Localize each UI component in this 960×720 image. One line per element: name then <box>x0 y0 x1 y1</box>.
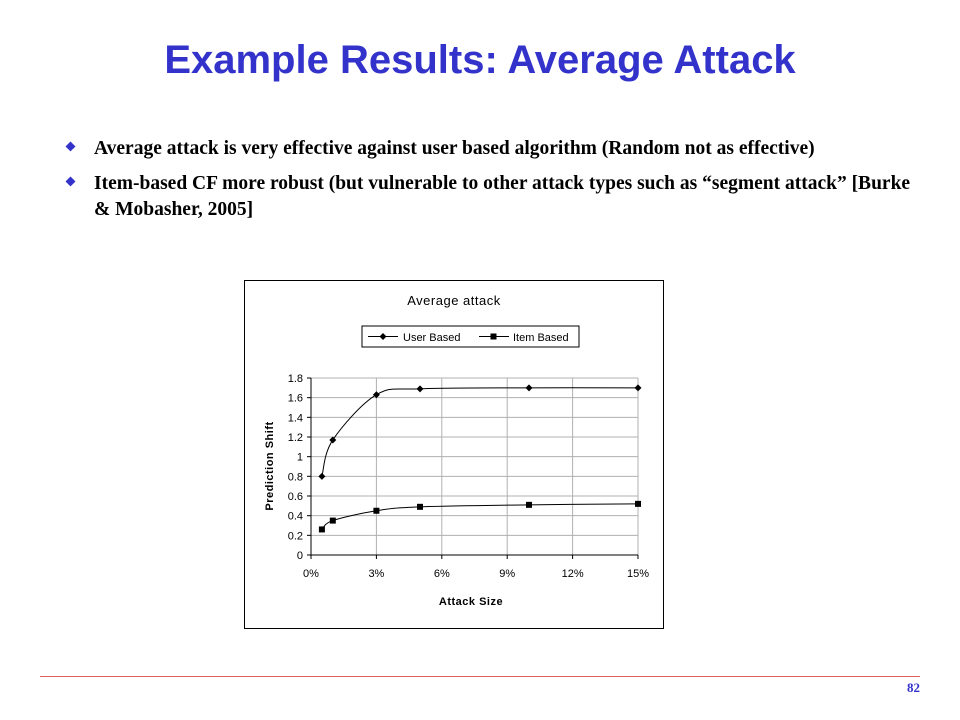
legend-label-item-based: Item Based <box>513 332 569 344</box>
x-tick-label: 12% <box>561 568 584 580</box>
data-point-item-based <box>635 501 641 507</box>
data-point-user-based <box>635 384 642 391</box>
line-chart <box>245 281 663 628</box>
data-point-item-based <box>330 518 336 524</box>
y-axis-label: Prediction Shift <box>264 421 276 511</box>
series-line-user-based <box>322 388 638 477</box>
bullet-icon <box>65 141 76 152</box>
page-number: 82 <box>907 680 920 695</box>
data-point-user-based <box>417 385 424 392</box>
x-axis-label: Attack Size <box>438 596 504 608</box>
legend-label-user-based: User Based <box>403 332 461 344</box>
y-tick-label: 1.4 <box>287 412 303 425</box>
data-point-item-based <box>417 504 423 510</box>
x-tick-labels <box>303 568 649 580</box>
x-tick-label: 6% <box>433 568 450 580</box>
y-tick-label: 0.2 <box>287 530 303 543</box>
data-point-item-based <box>319 526 325 532</box>
x-tick-label: 0% <box>303 568 319 580</box>
y-tick-labels <box>288 373 303 562</box>
x-tick-label: 9% <box>499 568 516 580</box>
y-tick-label: 1.2 <box>287 432 303 444</box>
bullet-text: Average attack is very effective against user based algorithm (Random not as effective) <box>94 138 815 159</box>
series-line-item-based <box>322 504 638 530</box>
chart-legend <box>362 326 579 347</box>
data-point-item-based <box>526 502 532 508</box>
series-layer <box>318 384 641 532</box>
data-point-user-based <box>318 473 325 480</box>
y-tick-label: 0.4 <box>287 510 303 523</box>
y-tick-label: 1 <box>296 451 303 464</box>
data-point-item-based <box>373 508 379 514</box>
axes <box>307 378 638 559</box>
y-tick-label: 0.8 <box>287 471 303 484</box>
chart-title: Average attack <box>407 293 501 308</box>
footer-divider <box>40 676 920 677</box>
bullet-text: Item-based CF more robust (but vulnerable to other attack types such as “segment attack” [Burke & Mobasher, 2005] <box>94 173 911 220</box>
x-tick-label: 3% <box>368 568 385 580</box>
chart-container <box>244 280 664 629</box>
bullet-list <box>62 136 912 232</box>
data-point-user-based <box>526 384 533 391</box>
x-tick-label: 15% <box>626 568 650 580</box>
y-tick-label: 1.6 <box>287 392 303 405</box>
y-tick-label: 0.6 <box>287 491 303 503</box>
slide-title: Example Results: Average Attack <box>164 38 796 82</box>
legend-marker-square-icon <box>491 334 497 340</box>
bullet-item <box>62 171 912 223</box>
y-tick-label: 1.8 <box>287 373 303 385</box>
bullet-item <box>62 136 912 162</box>
y-tick-label: 0 <box>296 550 303 562</box>
grid-lines <box>311 378 638 555</box>
bullet-icon <box>65 176 76 187</box>
